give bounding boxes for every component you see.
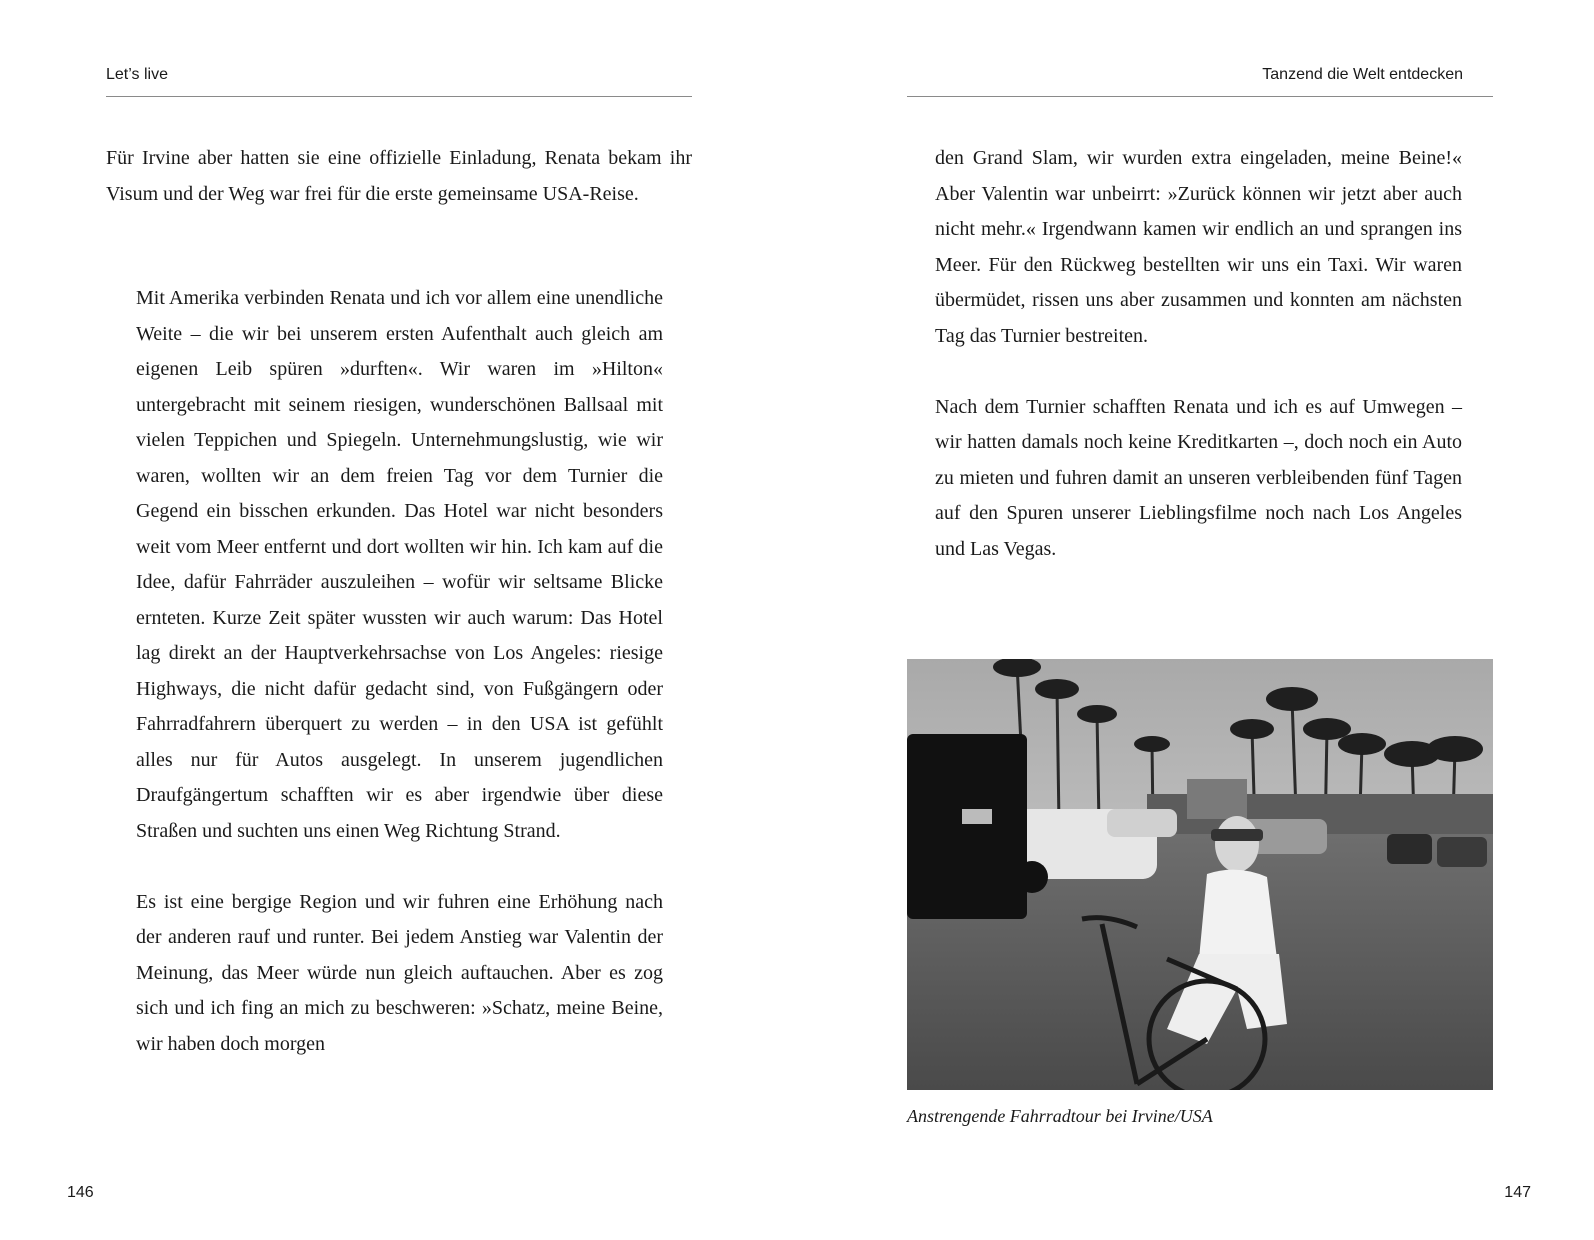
indented-quote-block bbox=[136, 281, 663, 1062]
header-rule bbox=[907, 96, 1493, 97]
indented-quote-block bbox=[935, 141, 1462, 567]
body-paragraph: Für Irvine aber hatten sie eine offizielle Einladung, Renata bekam ihr Visum und der Weg war frei für die erste gemeinsame USA-Reise. bbox=[106, 147, 692, 205]
photo-illustration bbox=[907, 659, 1493, 1090]
quote-paragraph: Nach dem Turnier schafften Renata und ich es auf Umwegen – wir hatten damals noch keine Kreditkarten –, doch noch ein Auto zu mieten und fuhren damit an unseren verbleibenden fünf Tagen auf den Spuren unserer Lieblingsfilme noch nach Los Angeles und Las Vegas. bbox=[935, 395, 1462, 560]
photo-woman-on-bicycle bbox=[907, 659, 1493, 1090]
page-number-right: 147 bbox=[1504, 1184, 1531, 1201]
photo-caption: Anstrengende Fahrradtour bei Irvine/USA bbox=[907, 1106, 1213, 1126]
quote-paragraph: Es ist eine bergige Region und wir fuhren eine Erhöhung nach der anderen rauf und runter. Bei jedem Anstieg war Valentin der Meinung, das Meer würde nun gleich auftauchen. Aber es zog sich und ich fing an mich zu beschweren: »Schatz, meine Beine, wir haben doch morgen bbox=[136, 890, 663, 1055]
quote-paragraph: Mit Amerika verbinden Renata und ich vor allem eine unendliche Weite – die wir bei unserem ersten Aufenthalt auch gleich am eigenen Leib spüren »durften«. Wir waren im »Hilton« untergebracht mit seinem riesigen, wunderschönen Ballsaal mit vielen Teppichen und Spiegeln. Unternehmungslustig, wie wir waren, wollten wir an dem freien Tag vor dem Turnier die Gegend ein bisschen erkunden. Das Hotel war nicht besonders weit vom Meer entfernt und dort wollten wir hin. Ich kam auf die Idee, dafür Fahrräder auszuleihen – wofür wir seltsame Blicke ernteten. Kurze Zeit später wussten wir auch warum: Das Hotel lag direkt an der Hauptverkehrsachse von Los Angeles: riesige Highways, die nicht dafür gedacht sind, von Fußgängern oder Fahrradfahrern überquert zu werden – in den USA ist gefühlt alles nur für Autos ausgelegt. In unserem jugendlichen Draufgängertum schafften wir es aber irgendwie über diese Straßen und suchten uns einen Weg Richtung Strand. bbox=[136, 287, 663, 842]
right-page bbox=[797, 0, 1594, 1240]
page-number-left: 146 bbox=[67, 1184, 94, 1201]
running-head-left: Let’s live bbox=[106, 66, 168, 83]
intro-paragraph bbox=[106, 141, 692, 212]
quote-paragraph: den Grand Slam, wir wurden extra eingeladen, meine Beine!« Aber Valentin war unbeirrt: »Zurück können wir jetzt aber auch nicht mehr.« Irgendwann kamen wir endlich an und sprangen ins Meer. Für den Rückweg bestellten wir uns ein Taxi. Wir waren übermüdet, rissen uns aber zusammen und konnten am nächsten Tag das Turnier bestreiten. bbox=[935, 147, 1462, 347]
running-head-right: Tanzend die Welt entdecken bbox=[1262, 66, 1463, 83]
header-rule bbox=[106, 96, 692, 97]
